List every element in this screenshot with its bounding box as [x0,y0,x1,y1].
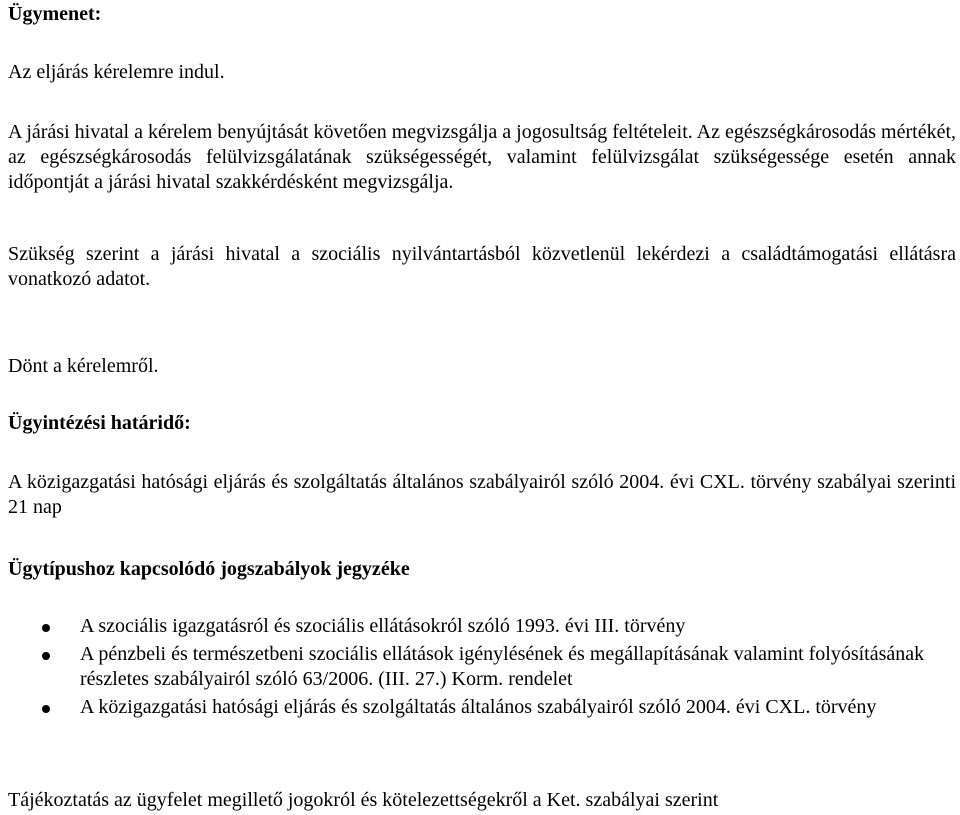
paragraph-procedure-start: Az eljárás kérelemre indul. [8,61,225,83]
section-heading-deadline: Ügyintézési határidő: [8,412,191,434]
paragraph-decision: Dönt a kérelemről. [8,355,159,377]
paragraph-data-query: Szükség szerint a járási hivatal a szociális nyilvántartásból közvetlenül lekérdezi a családtámogatási ellátásra vonatkozó adatot. [8,243,956,290]
law-item-text: A szociális igazgatásról és szociális ellátásokról szóló 1993. évi III. törvény [80,615,686,637]
paragraph-eligibility-review: A járási hivatal a kérelem benyújtását követően megvizsgálja a jogosultság feltételeit. Az egészségkárosodás mértékét, az egészségkárosodás felülvizsgálatának szükségességét, valamint felülvizsgálat szükségessége esetén annak időpontját a járási hivatal szakkérdésként megvizsgálja. [8,121,956,193]
bullet-icon [42,624,50,632]
section-heading-laws: Ügytípushoz kapcsolódó jogszabályok jegyzéke [8,558,410,580]
section-heading-ugymenet: Ügymenet: [8,3,102,25]
list-item [8,614,956,639]
paragraph-rights-info: Tájékoztatás az ügyfelet megillető jogokról és kötelezettségekről a Ket. szabályai szerint [8,789,719,811]
law-item-text: A pénzbeli és természetbeni szociális ellátások igénylésének és megállapításának valamint folyósításának részletes szabályairól szóló 63/2006. (III. 27.) Korm. rendelet [80,643,925,690]
paragraph-deadline: A közigazgatási hatósági eljárás és szolgáltatás általános szabályairól szóló 2004. évi CXL. törvény szabályai szerinti 21 nap [8,471,956,518]
laws-list [8,614,956,723]
bullet-icon [42,652,50,660]
list-item [8,695,956,720]
list-item [8,642,956,692]
bullet-icon [42,705,50,713]
law-item-text: A közigazgatási hatósági eljárás és szolgáltatás általános szabályairól szóló 2004. évi CXL. törvény [80,696,877,718]
